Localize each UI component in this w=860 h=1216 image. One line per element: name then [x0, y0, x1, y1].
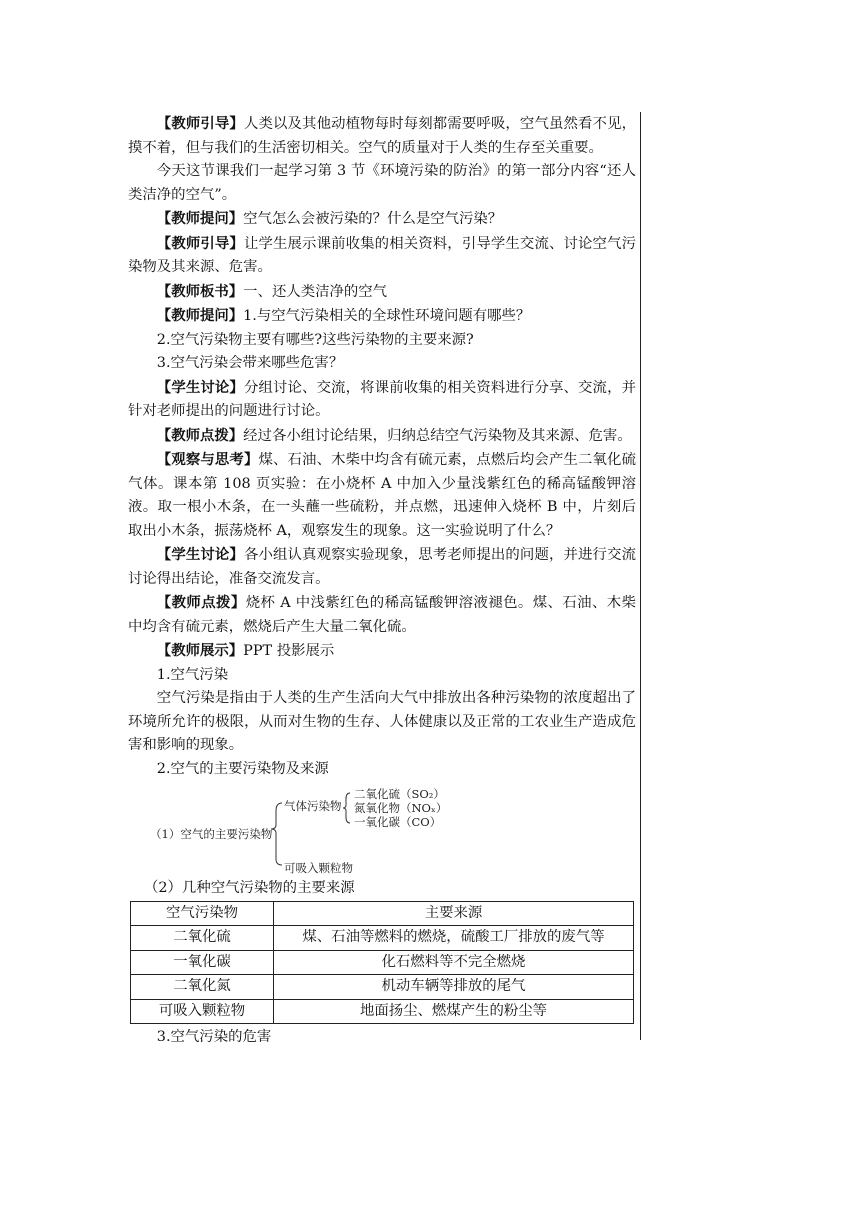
table-cell: 化石燃料等不完全燃烧	[274, 950, 634, 975]
paragraph-text: 一、还人类洁净的空气	[243, 283, 388, 300]
paragraph	[128, 376, 636, 424]
paragraph-text: 今天这节课我们一起学习第 3 节《环境污染的防治》的第一部分内容“还人类洁净的空气”。	[128, 163, 636, 203]
paragraph-tag: 【学生讨论】	[156, 378, 244, 396]
table-row	[131, 999, 634, 1024]
paragraph-tag: 【教师提问】	[156, 307, 244, 324]
paragraph-tag: 【观察与思考】	[156, 451, 259, 468]
paragraph	[128, 591, 636, 639]
paragraph-text: 分组讨论、交流，将课前收集的相关资料进行分享、交流，并针对老师提出的问题进行讨论。	[128, 379, 636, 419]
paragraph	[128, 280, 636, 305]
paragraph-text: 空气怎么会被污染的？什么是空气污染？	[243, 211, 503, 227]
table-header-source: 主要来源	[274, 901, 634, 926]
table-cell: 一氧化碳	[131, 950, 274, 975]
table-cell: 煤、石油等燃料的燃烧，硫酸工厂排放的废气等	[274, 926, 634, 951]
diagram-item-so2: 二氧化硫（SO₂）	[354, 787, 445, 801]
paragraph-tag: 【教师引导】	[156, 115, 244, 132]
pollutants-brace-diagram	[128, 787, 636, 875]
paragraph-tag: 【学生讨论】	[156, 546, 244, 563]
paragraph	[128, 424, 636, 449]
diagram-gas: 气体污染物	[284, 799, 342, 813]
table-header-row	[131, 901, 634, 926]
paragraph-text: 人类以及其他动植物每时每刻都需要呼吸，空气虽然看不见，摸不着，但与我们的生活密切相关。空气的质量对于人类的生存至关重要。	[128, 116, 636, 156]
paragraph	[128, 639, 636, 664]
right-margin-rule	[640, 112, 641, 1040]
table-caption: （2）几种空气污染物的主要来源	[144, 880, 355, 896]
section1-heading: 1.空气污染	[156, 666, 229, 683]
paragraph-tag: 【教师引导】	[156, 234, 244, 252]
pollutant-sources-table	[130, 901, 634, 1025]
diagram-root: （1）空气的主要污染物	[150, 827, 273, 841]
paragraph	[128, 112, 636, 160]
paragraph-tag: 【教师提问】	[156, 210, 244, 227]
paragraph	[128, 329, 636, 353]
paragraph	[128, 232, 636, 280]
paragraph-text: 烧杯 A 中浅紫红色的稀高锰酸钾溶液褪色。煤、石油、木柴中均含有硫元素，燃烧后产生大量二氧化硫。	[128, 595, 636, 635]
paragraph-text: 煤、石油、木柴中均含有硫元素，点燃后均会产生二氧化硫气体。课本第 108 页实验：在小烧杯 A 中加入少量浅紫红色的稀高锰酸钾溶液。取一根小木条，在一头蘸一些硫粉，并点燃，迅速伸入烧杯 B 中，片刻后取出小木条，振荡烧杯 A，观察发生的现象。这一实验说明了什么？	[128, 452, 636, 539]
paragraph	[128, 304, 636, 329]
paragraph-tag: 【教师点拨】	[156, 594, 246, 611]
paragraph-text: 让学生展示课前收集的相关资料，引导学生交流、讨论空气污染物及其来源、危害。	[128, 235, 636, 275]
paragraph-tag: 【教师板书】	[156, 282, 244, 300]
document-body	[128, 112, 636, 1050]
diagram-item-nox: 氮氧化物（NOₓ）	[354, 801, 448, 815]
table-cell: 地面扬尘、燃煤产生的粉尘等	[274, 999, 634, 1024]
paragraph	[128, 160, 636, 207]
table-cell: 可吸入颗粒物	[131, 999, 274, 1024]
paragraph	[128, 448, 636, 543]
paragraph-text: 1.与空气污染相关的全球性环境问题有哪些？	[243, 308, 531, 324]
paragraph	[128, 207, 636, 232]
paragraph	[128, 543, 636, 591]
diagram-item-co: 一氧化碳（CO）	[354, 815, 442, 829]
table-header-pollutant: 空气污染物	[131, 901, 274, 926]
paragraph-text: PPT 投影展示	[243, 643, 335, 659]
table-row	[131, 975, 634, 1000]
diagram-particles: 可吸入颗粒物	[284, 861, 353, 875]
table-row	[131, 950, 634, 975]
paragraph-text: 2.空气污染物主要有哪些?这些污染物的主要来源?	[156, 331, 474, 348]
section1-body: 空气污染是指由于人类的生产生活向大气中排放出各种污染物的浓度超出了环境所允许的极限，从而对生物的生存、人体健康以及正常的工农业生产造成危害和影响的现象。	[128, 690, 636, 753]
paragraph-list	[128, 112, 636, 664]
section3-heading: 3.空气污染的危害	[156, 1029, 272, 1045]
section2-heading: 2.空气的主要污染物及来源	[156, 760, 329, 777]
table-row	[131, 926, 634, 951]
table-cell: 二氧化硫	[131, 926, 274, 951]
paragraph-text: 3.空气污染会带来哪些危害？	[156, 355, 344, 371]
table-cell: 机动车辆等排放的尾气	[274, 975, 634, 1000]
paragraph-tag: 【教师点拨】	[156, 426, 244, 444]
paragraph-tag: 【教师展示】	[156, 642, 244, 659]
paragraph	[128, 352, 636, 376]
paragraph-text: 各小组认真观察实验现象，思考老师提出的问题，并进行交流讨论得出结论，准备交流发言。	[128, 547, 636, 587]
table-cell: 二氧化氮	[131, 975, 274, 1000]
paragraph-text: 经过各小组讨论结果，归纳总结空气污染物及其来源、危害。	[243, 427, 632, 444]
